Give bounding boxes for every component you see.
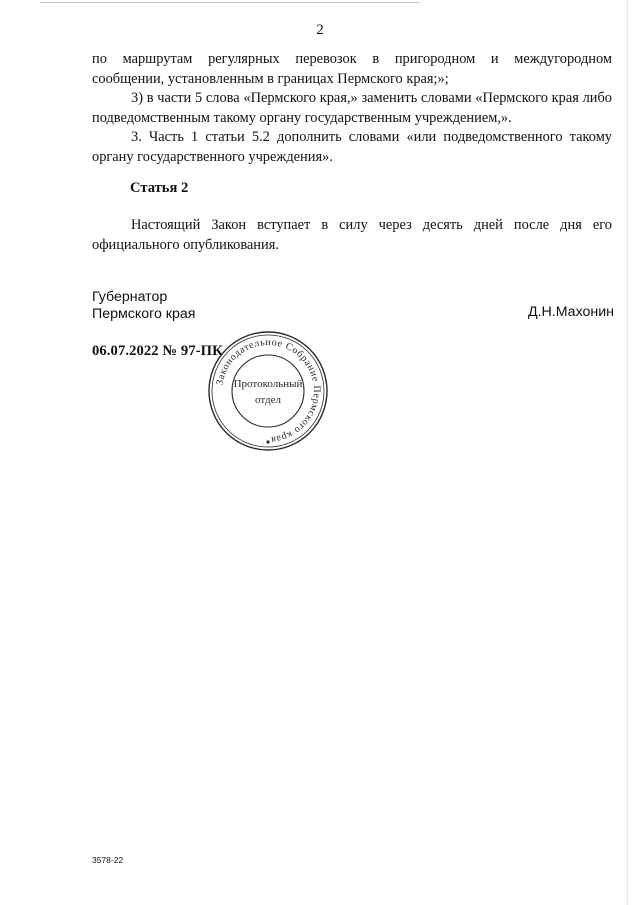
scan-edge-right [627, 0, 628, 905]
paragraph-continuation-line-1: по маршрутам регулярных перевозок в пригородном и междугородном [92, 51, 612, 67]
signature-title-line-1: Губернатор [92, 289, 168, 305]
stamp-center-line-2: отдел [255, 394, 281, 406]
signature-title [92, 289, 195, 323]
signature-title-line-2: Пермского края [92, 306, 196, 322]
round-stamp [206, 329, 330, 453]
paragraph-continuation [92, 50, 612, 89]
paragraph-part-3: 3. Часть 1 статьи 5.2 дополнить словами «или подведомственного такому органу государственного учреждения». [92, 129, 612, 165]
paragraph-continuation-line-2: сообщении, установленным в границах Пермского края;»; [92, 70, 449, 87]
stamp-center-line-1: Протокольный [233, 378, 303, 390]
signature-name: Д.Н.Махонин [527, 304, 614, 320]
page-number: 2 [316, 22, 324, 38]
article-2-heading: Статья 2 [130, 180, 189, 196]
paragraph-item-3: 3) в части 5 слова «Пермского края,» заменить словами «Пермского края либо подведомственным такому органу государственным учреждением,». [92, 90, 612, 126]
law-date-number: 06.07.2022 № 97-ПК [92, 343, 223, 359]
scan-edge-top [40, 2, 420, 3]
article-2-text: Настоящий Закон вступает в силу через десять дней после дня его официального опубликования. [92, 217, 612, 253]
stamp-ring-text: Законодательное Собрание Пермского края [214, 336, 323, 445]
footer-registration-code: 3578-22 [92, 855, 124, 865]
stamp-dot [266, 440, 269, 443]
